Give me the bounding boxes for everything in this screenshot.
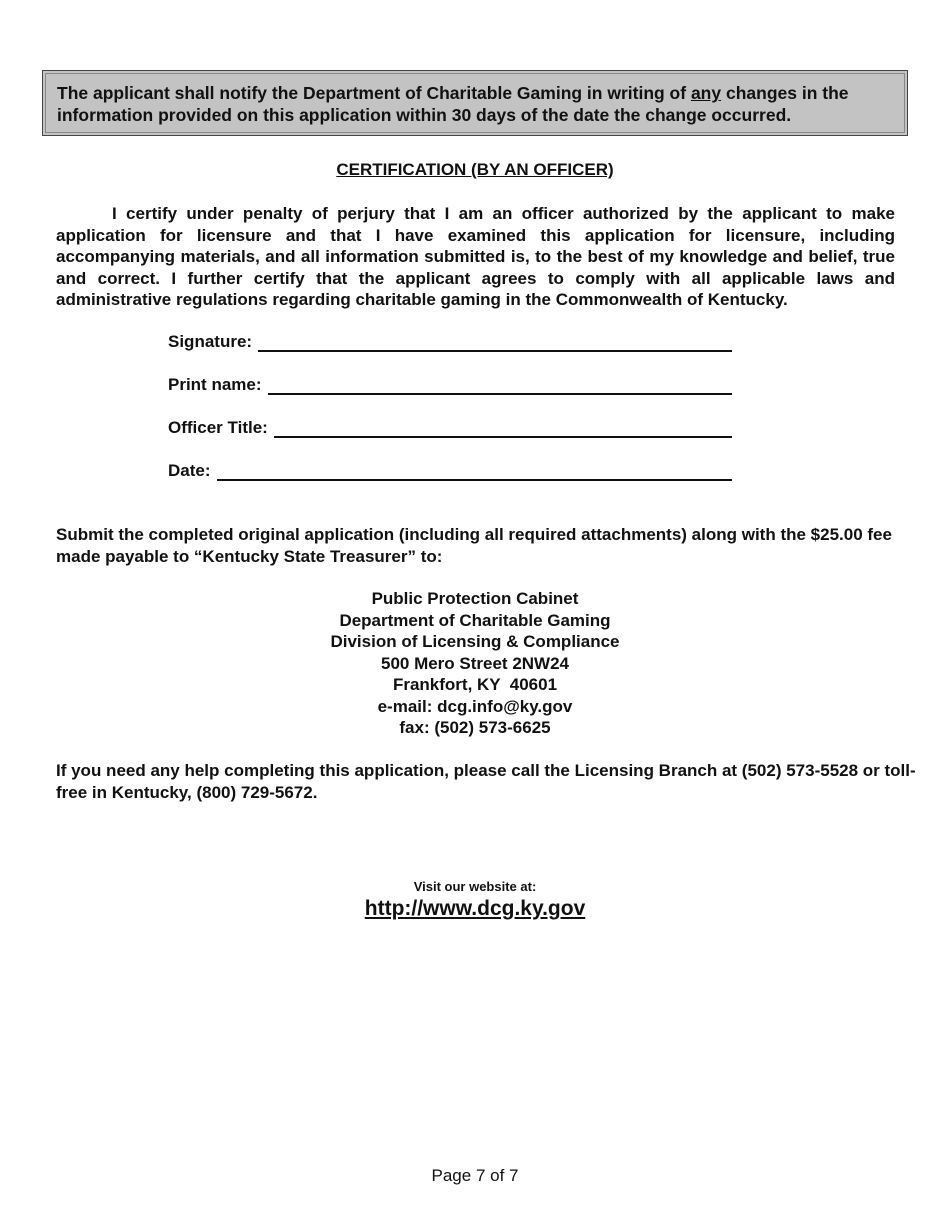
officer-title-label: Officer Title: bbox=[168, 418, 268, 437]
address-line: Public Protection Cabinet bbox=[371, 589, 579, 608]
help-text: If you need any help completing this application, please call the Licensing Branch at (502) 573-5528 or toll- free in Kentucky, (800) 729-5672. bbox=[56, 761, 916, 802]
address-line: Division of Licensing & Compliance bbox=[330, 632, 620, 651]
date-label: Date: bbox=[168, 461, 211, 480]
notice-box bbox=[42, 70, 908, 136]
officer-title-line[interactable] bbox=[274, 418, 732, 438]
certification-heading: CERTIFICATION (BY AN OFFICER) bbox=[336, 160, 614, 179]
print-name-row bbox=[168, 373, 732, 395]
notice-text-before: The applicant shall notify the Department of Charitable Gaming in writing of bbox=[57, 83, 691, 103]
address-line: Frankfort, KY 40601 bbox=[392, 675, 558, 694]
signature-row bbox=[168, 330, 732, 352]
website-link[interactable]: http://www.dcg.ky.gov bbox=[364, 897, 586, 920]
address-fax: fax: (502) 573-6625 bbox=[399, 718, 551, 737]
signature-label: Signature: bbox=[168, 332, 253, 351]
date-line[interactable] bbox=[217, 461, 732, 481]
website-label: Visit our website at: bbox=[413, 879, 537, 894]
signature-line[interactable] bbox=[258, 332, 732, 352]
address-line: 500 Mero Street 2NW24 bbox=[380, 653, 570, 673]
date-row bbox=[168, 459, 732, 481]
notice-emphasis: any bbox=[690, 83, 722, 103]
website-block bbox=[0, 897, 950, 921]
submit-instructions: Submit the completed original application (including all required attachments) along with the $25.00 fee made payable to “Kentucky State Treasurer” to: bbox=[56, 525, 892, 566]
address-line: Department of Charitable Gaming bbox=[339, 610, 611, 630]
officer-title-row bbox=[168, 416, 732, 438]
certification-paragraph bbox=[56, 203, 895, 311]
mailing-address bbox=[0, 588, 950, 739]
notice-text-after: changes in the information provided on this application within 30 days of the date the change occurred. bbox=[57, 83, 849, 125]
print-name-label: Print name: bbox=[168, 375, 262, 394]
print-name-line[interactable] bbox=[268, 375, 732, 395]
page-number: Page 7 of 7 bbox=[431, 1166, 519, 1185]
certification-text: I certify under penalty of perjury that I am an officer authorized by the applicant to make application for licensure and that I have examined this application for licensure, including accompanying materials, and all information submitted is, to the best of my knowledge and belief, true and correct. I further certify that the applicant agrees to comply with all applicable laws and administrative regulations regarding charitable gaming in the Commonwealth of Kentucky. bbox=[56, 204, 895, 309]
address-email: e-mail: dcg.info@ky.gov bbox=[377, 696, 573, 716]
